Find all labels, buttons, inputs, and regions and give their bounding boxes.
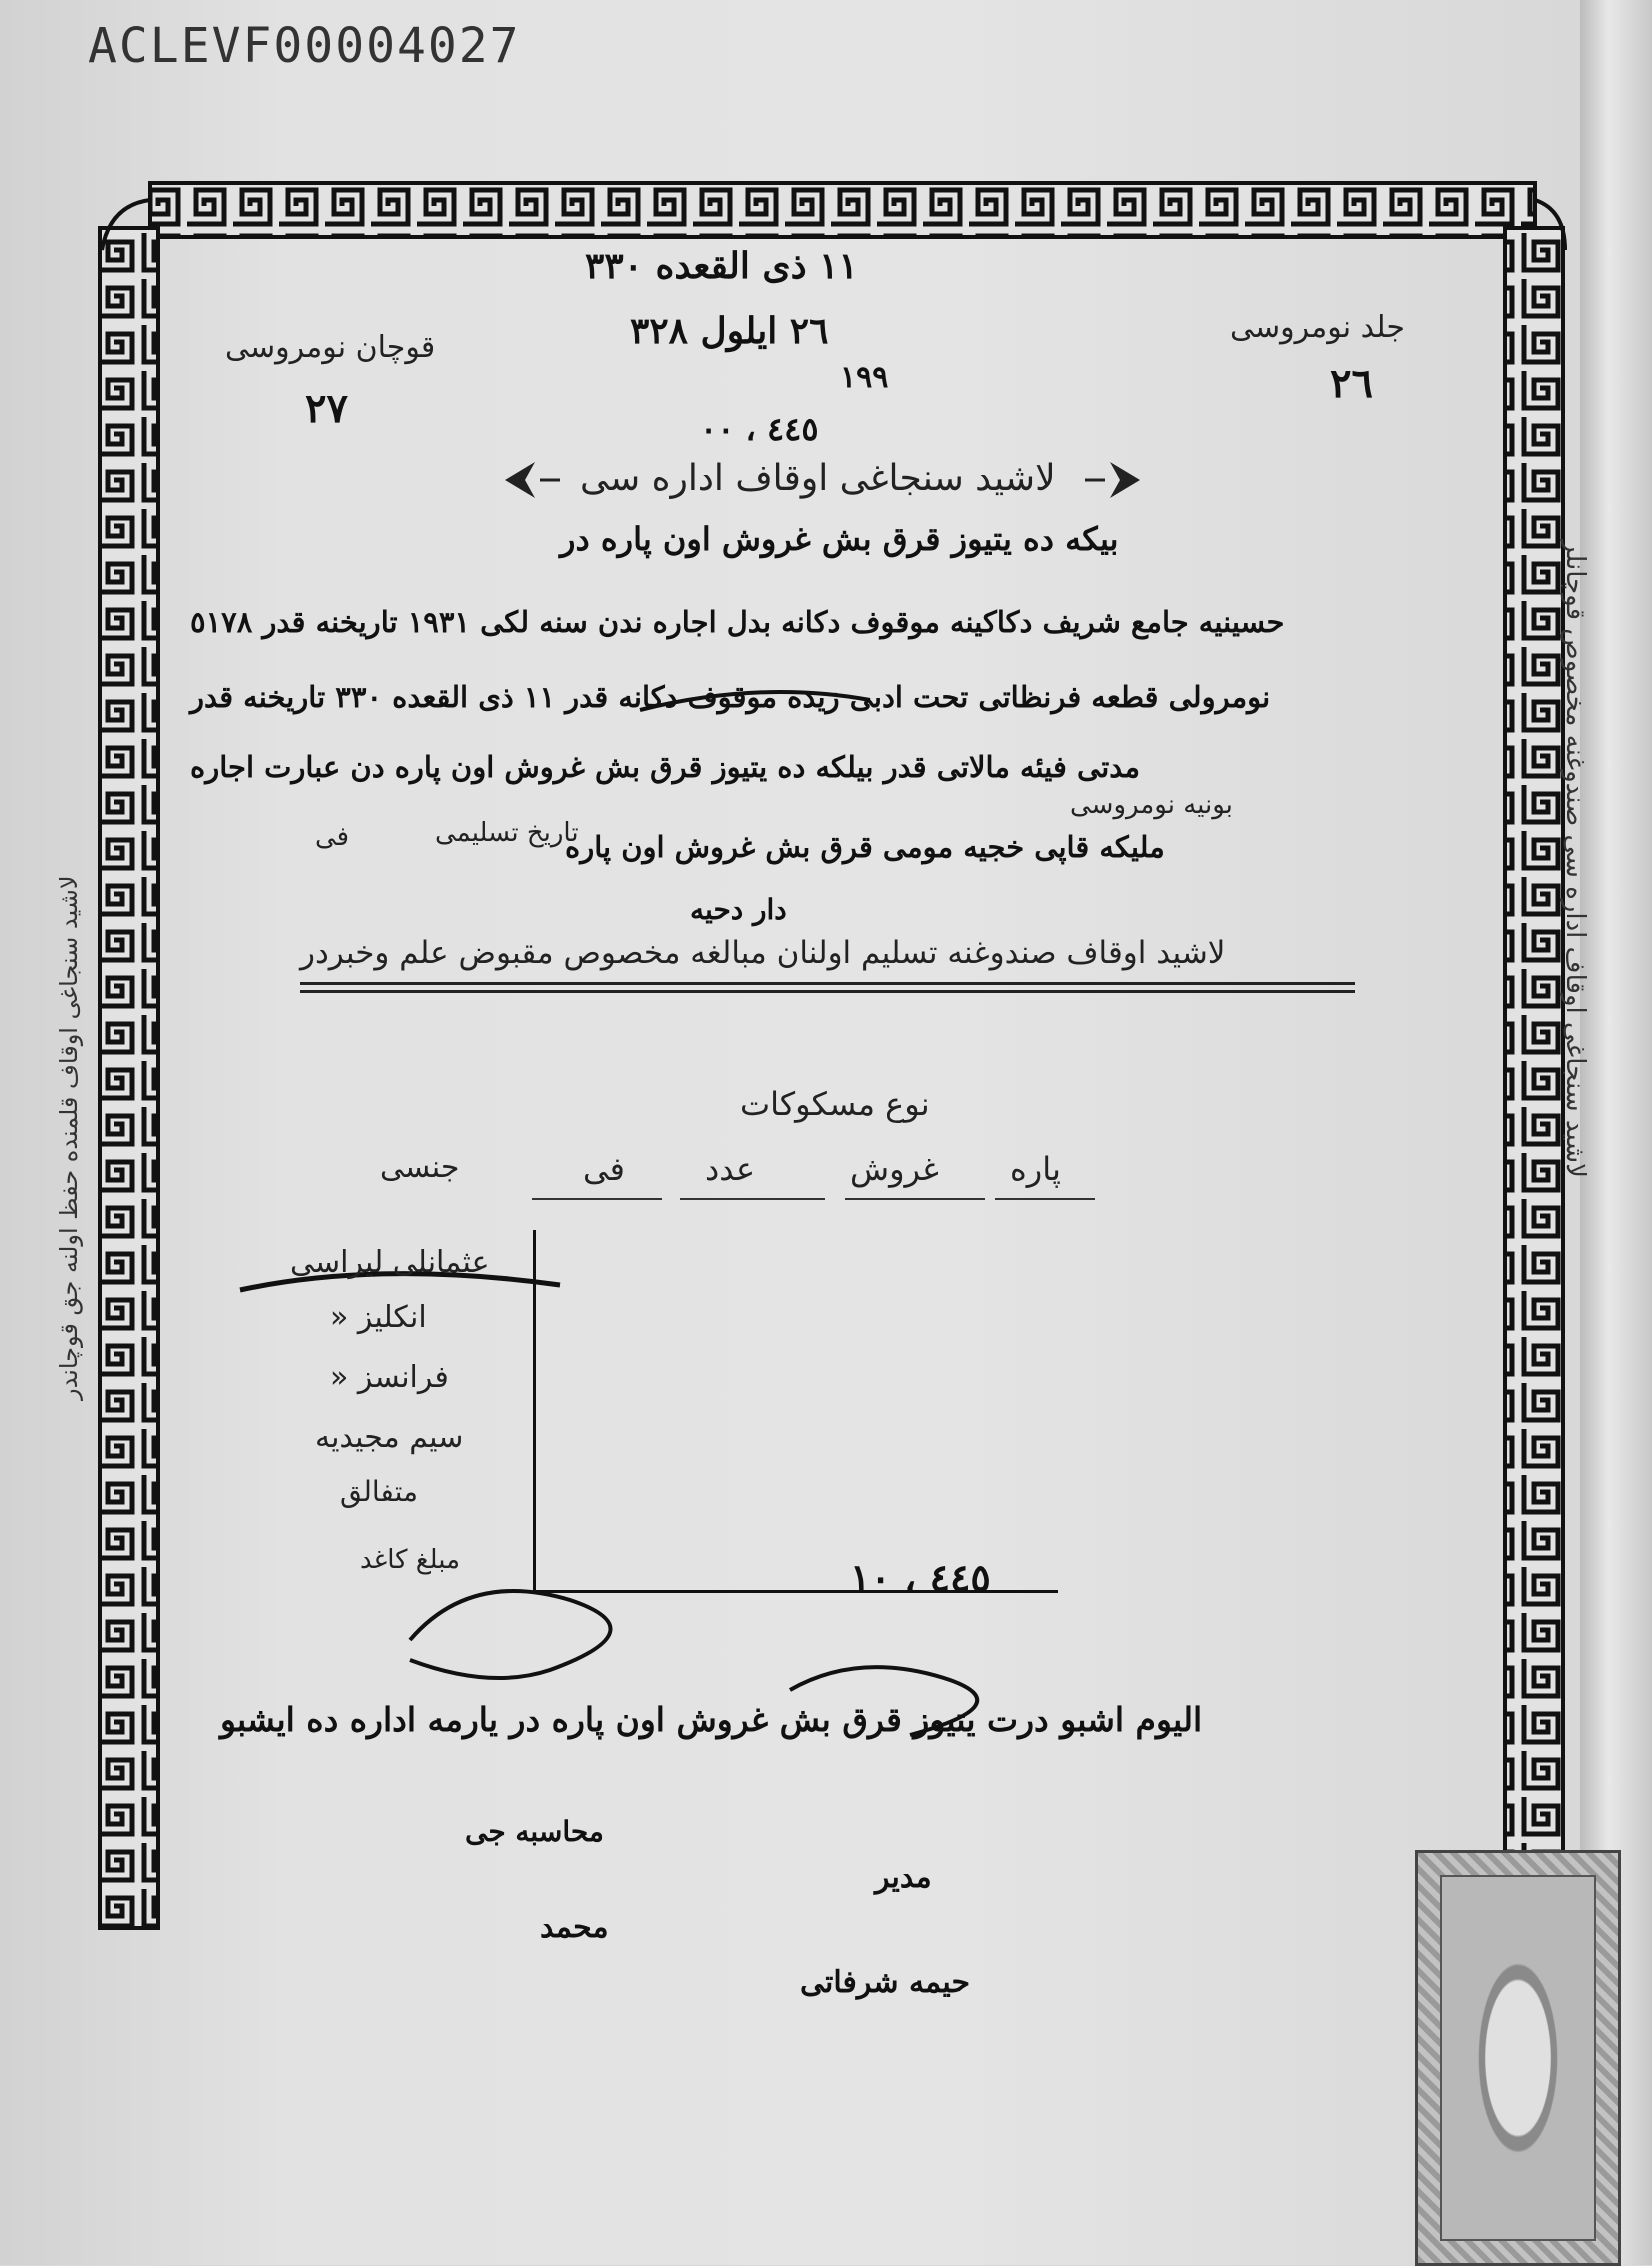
- signature-name: حیمه شرفاتی: [800, 1965, 970, 2000]
- statement-rule: [300, 982, 1355, 993]
- left-margin-note: لاشید سنجاغی اوقاف قلمنده حفظ اولنه جق قوچاندر: [55, 875, 83, 1400]
- column-cinsi: جنسی: [380, 1150, 460, 1185]
- signature-accountant: محاسبه جی: [465, 1815, 604, 1848]
- body-line-5: دار دحیه: [690, 893, 787, 926]
- volume-number-value: ٢٦: [1330, 360, 1373, 407]
- signature-mehmed: محمد: [540, 1910, 609, 1945]
- counterfoil-number-label: قوچان نومروسی: [225, 330, 436, 365]
- ornament-right: [1085, 462, 1140, 498]
- column-kurus: غروش: [850, 1150, 939, 1188]
- row-mutefarrik: متفالق: [340, 1475, 419, 1508]
- frame-left-band: [100, 228, 158, 1928]
- frame-top-band: [150, 183, 1535, 237]
- signature-director: مدیر: [875, 1860, 932, 1895]
- right-margin-note: لاشید سنجاغی اوقاف اداره سی صندوغنه مخصوص قوچانلر: [1560, 540, 1590, 1178]
- row-ottoman-lira: عثمانلی لیراسی: [290, 1245, 490, 1280]
- row-silver-mecidiye: سیم مجیدیه: [315, 1420, 464, 1455]
- row-english: انکلیز «: [330, 1300, 427, 1335]
- delivery-date-label: تاریخ تسلیمی: [435, 818, 579, 848]
- fi-label: فی: [315, 822, 350, 852]
- handwritten-amount-in-words: بیکه ده یتیوز قرق بش غروش اون پاره در: [560, 520, 1119, 558]
- printed-statement: لاشید اوقاف صندوغنه تسلیم اولنان مبالغه مخصوص مقبوض علم وخبردر: [300, 935, 1226, 971]
- handwritten-number: ١٩٩: [840, 360, 889, 395]
- body-line-4: ملیکه قاپی خجیه مومی قرق بش غروش اون پاره: [565, 830, 1165, 864]
- coin-type-caption: نوع مسکوکات: [740, 1085, 930, 1123]
- counterfoil-number-value: ٢٧: [305, 385, 348, 432]
- top-amount: ٤٤٥ ، ٠٠: [700, 410, 819, 448]
- column-adet: عدد: [705, 1150, 756, 1188]
- archive-id: ACLEVF00004027: [88, 18, 521, 74]
- body-line-1: حسینیه جامع شریف دکاکینه موقوف دکانه بدل اجاره ندن سنه لکی ١٩٣١ تاریخنه قدر ٥١٧٨: [190, 605, 1285, 639]
- revenue-stamp: [1415, 1850, 1621, 2266]
- table-vertical-rule: [533, 1230, 536, 1592]
- volume-number-label: جلد نومروسی: [1230, 310, 1405, 345]
- frame-right-band: [1505, 228, 1563, 1928]
- column-fi: فی: [583, 1150, 625, 1188]
- ornament-left: [505, 462, 560, 498]
- handwritten-date-rumi: ٢٦ ایلول ٣٢٨: [630, 310, 829, 352]
- column-para: پاره: [1010, 1150, 1061, 1188]
- footer-handwritten-line: الیوم اشبو درت یتیوز قرق بش غروش اون پاره در یارمه اداره ده ایشبو: [220, 1700, 1203, 1739]
- row-paper-money: مبلغ کاغد: [360, 1545, 461, 1575]
- body-line-2: نومرولی قطعه فرنظاتی تحت ادبی زیده موقوف دکانه قدر ١١ ذی القعده ٣٣٠ تاریخنه قدر: [190, 680, 1271, 714]
- table-total: ٤٤٥ ، ١٠: [850, 1555, 991, 1600]
- signature-flourish-1: [410, 1591, 611, 1678]
- row-french: فرانسز «: [330, 1360, 449, 1395]
- body-line-3: مدتی فیئه مالاتی قدر بیلکه ده یتیوز قرق بش غروش اون پاره دن عبارت اجاره: [190, 750, 1141, 784]
- office-title: لاشید سنجاغی اوقاف اداره سی: [580, 458, 1056, 499]
- receipt-number-label: بونیه نومروسی: [1070, 790, 1233, 820]
- handwritten-date-hijri: ١١ ذی القعده ٣٣٠: [585, 245, 858, 287]
